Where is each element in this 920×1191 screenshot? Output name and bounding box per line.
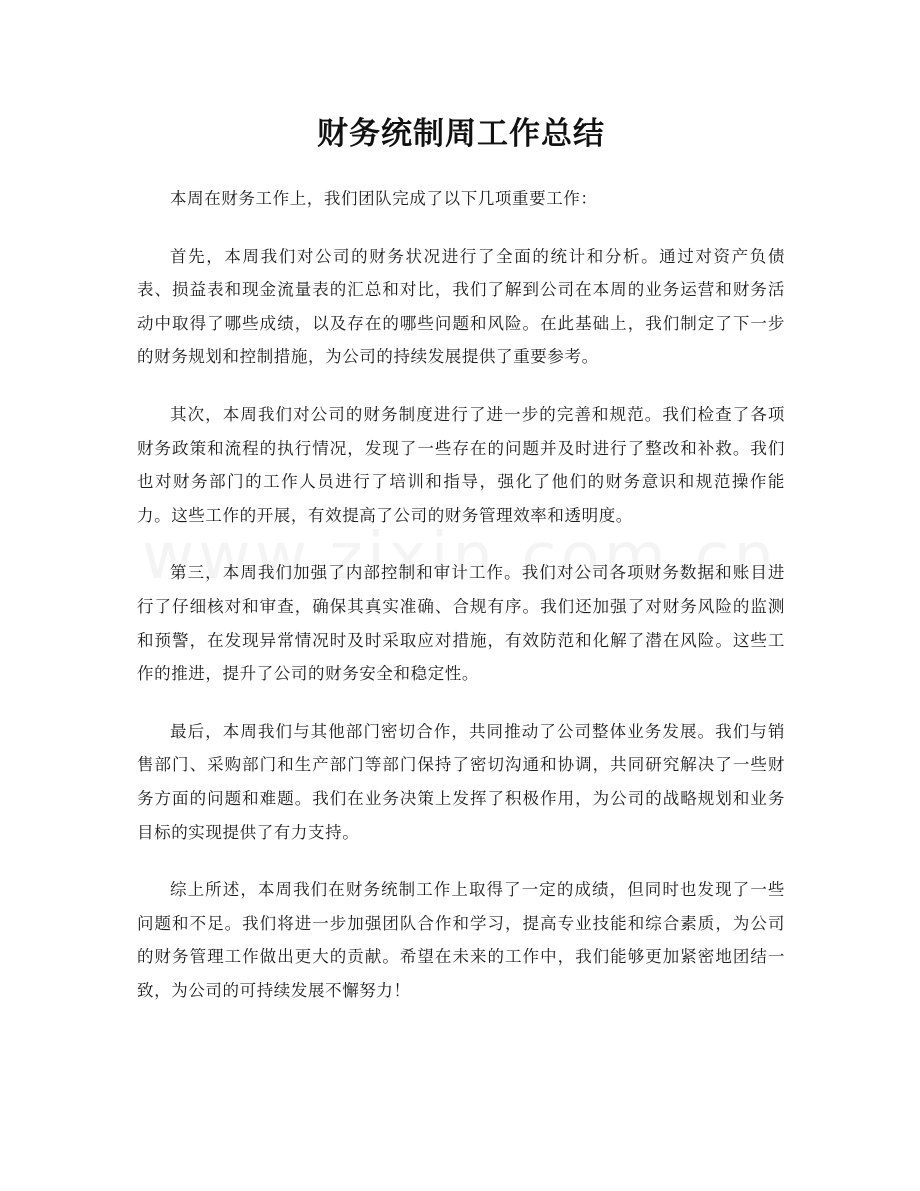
paragraph-third: 第三，本周我们加强了内部控制和审计工作。我们对公司各项财务数据和账目进行了仔细核对和审查，确保其真实准确、合规有序。我们还加强了对财务风险的监测和预警，在发现异常情况时及时采取应对措施，有效防范和化解了潜在风险。这些工作的推进，提升了公司的财务安全和稳定性。 bbox=[137, 563, 785, 684]
paragraph-second: 其次，本周我们对公司的财务制度进行了进一步的完善和规范。我们检查了各项财务政策和流程的执行情况，发现了一些存在的问题并及时进行了整改和补救。我们也对财务部门的工作人员进行了培训和指导，强化了他们的财务意识和规范操作能力。这些工作的开展，有效提高了公司的财务管理效率和透明度。 bbox=[137, 404, 785, 525]
paragraph-summary: 综上所述，本周我们在财务统制工作上取得了一定的成绩，但同时也发现了一些问题和不足。我们将进一步加强团队合作和学习，提高专业技能和综合素质，为公司的财务管理工作做出更大的贡献。希望在未来的工作中，我们能够更加紧密地团结一致，为公司的可持续发展不懈努力！ bbox=[137, 880, 785, 1000]
paragraph-first: 首先，本周我们对公司的财务状况进行了全面的统计和分析。通过对资产负债表、损益表和现金流量表的汇总和对比，我们了解到公司在本周的业务运营和财务活动中取得了哪些成绩，以及存在的哪些问题和风险。在此基础上，我们制定了下一步的财务规划和控制措施，为公司的持续发展提供了重要参考。 bbox=[137, 246, 785, 367]
document-title: 财务统制周工作总结 bbox=[317, 116, 605, 152]
document-body bbox=[137, 182, 785, 1007]
paragraph-last: 最后，本周我们与其他部门密切合作，共同推动了公司整体业务发展。我们与销售部门、采购部门和生产部门等部门保持了密切沟通和协调，共同研究解决了一些财务方面的问题和难题。我们在业务决策上发挥了积极作用，为公司的战略规划和业务目标的实现提供了有力支持。 bbox=[137, 721, 785, 842]
paragraph-intro: 本周在财务工作上，我们团队完成了以下几项重要工作： bbox=[170, 189, 598, 208]
